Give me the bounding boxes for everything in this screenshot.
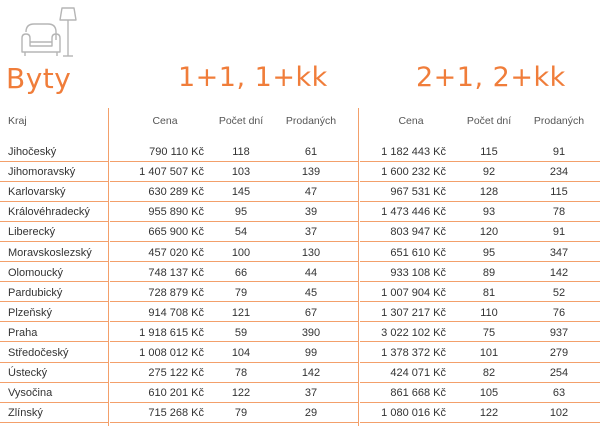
row-separator xyxy=(0,221,108,222)
row-separator xyxy=(0,281,108,282)
cell-region: Zlínský xyxy=(8,407,43,420)
cell-sold-1: 139 xyxy=(301,166,321,179)
cell-price-1: 665 900 Kč xyxy=(148,226,204,239)
cell-price-2: 1 378 372 Kč xyxy=(381,347,446,359)
row-separator xyxy=(360,341,600,342)
cell-sold-2: 52 xyxy=(552,286,566,299)
table-row xyxy=(0,344,600,362)
row-separator xyxy=(0,181,108,182)
cell-sold-2: 279 xyxy=(549,347,569,359)
cell-price-2: 1 600 232 Kč xyxy=(381,166,446,179)
cell-price-2: 967 531 Kč xyxy=(390,186,446,199)
cell-days-1: 118 xyxy=(232,146,250,158)
row-separator xyxy=(360,201,600,202)
row-separator xyxy=(110,402,358,403)
cell-sold-2: 115 xyxy=(550,186,568,199)
cell-days-2: 89 xyxy=(482,266,496,279)
cell-price-2: 861 668 Kč xyxy=(390,387,446,400)
row-separator xyxy=(0,402,108,403)
cell-region: Praha xyxy=(8,326,38,339)
cell-days-2: 75 xyxy=(482,326,496,339)
cell-sold-1: 37 xyxy=(304,226,318,239)
table-row xyxy=(0,223,600,241)
cell-region: Jihomoravský xyxy=(8,166,76,179)
row-separator xyxy=(0,321,108,322)
cell-days-1: 66 xyxy=(234,266,248,279)
row-separator xyxy=(0,382,108,383)
cell-region: Vysočina xyxy=(8,387,53,400)
cell-days-1: 79 xyxy=(234,407,248,420)
row-separator xyxy=(360,281,600,282)
cell-days-2: 122 xyxy=(479,407,499,420)
cell-days-1: 121 xyxy=(231,306,251,319)
cell-price-1: 914 708 Kč xyxy=(148,306,204,319)
cell-days-1: 95 xyxy=(234,206,248,219)
table-row xyxy=(0,404,600,422)
cell-price-2: 1 007 904 Kč xyxy=(381,286,446,299)
row-separator xyxy=(360,362,600,363)
cell-sold-1: 61 xyxy=(304,146,318,158)
header-sold-1: Prodaných xyxy=(285,115,337,127)
cell-region: Karlovarský xyxy=(8,186,66,199)
cell-sold-1: 45 xyxy=(304,286,318,299)
cell-days-2: 101 xyxy=(479,347,499,359)
cell-sold-1: 47 xyxy=(304,186,318,199)
row-separator xyxy=(110,362,358,363)
cell-days-2: 105 xyxy=(479,387,499,400)
cell-sold-2: 102 xyxy=(549,407,569,420)
cell-days-1: 59 xyxy=(234,326,248,339)
cell-price-2: 1 182 443 Kč xyxy=(381,146,446,158)
cell-sold-2: 347 xyxy=(549,246,569,259)
cell-price-2: 1 080 016 Kč xyxy=(381,407,446,420)
row-separator xyxy=(110,261,358,262)
cell-days-1: 100 xyxy=(231,246,251,259)
row-separator xyxy=(360,221,600,222)
cell-region: Středočeský xyxy=(8,347,69,359)
cell-region: Moravskoslezský xyxy=(8,246,92,259)
cell-price-2: 933 108 Kč xyxy=(390,266,446,279)
cell-sold-1: 29 xyxy=(304,407,318,420)
cell-price-2: 424 071 Kč xyxy=(390,367,446,380)
table-header xyxy=(0,112,600,130)
cell-days-2: 128 xyxy=(479,186,499,199)
cell-sold-1: 130 xyxy=(301,246,321,259)
row-separator xyxy=(360,161,600,162)
cell-price-2: 651 610 Kč xyxy=(390,246,446,259)
row-separator xyxy=(0,422,108,423)
page-title: Byty xyxy=(6,62,72,95)
row-separator xyxy=(0,301,108,302)
row-separator xyxy=(110,382,358,383)
cell-price-1: 955 890 Kč xyxy=(148,206,204,219)
cell-region: Liberecký xyxy=(8,226,56,239)
cell-region: Královéhradecký xyxy=(8,206,90,219)
cell-price-2: 1 473 446 Kč xyxy=(381,206,446,219)
cell-price-1: 1 407 507 Kč xyxy=(139,166,204,179)
row-separator xyxy=(360,301,600,302)
row-separator xyxy=(360,402,600,403)
group-heading-1: 1+1, 1+kk xyxy=(178,62,328,93)
row-separator xyxy=(0,261,108,262)
cell-days-2: 92 xyxy=(482,166,496,179)
header-sold-2: Prodaných xyxy=(533,115,585,127)
table-row xyxy=(0,183,600,201)
cell-sold-2: 76 xyxy=(552,306,566,319)
cell-region: Jihočeský xyxy=(8,146,57,158)
header-days-1: Počet dní xyxy=(218,115,264,127)
row-separator xyxy=(0,201,108,202)
cell-sold-2: 254 xyxy=(549,367,569,380)
cell-sold-2: 91 xyxy=(552,226,566,239)
cell-price-2: 1 307 217 Kč xyxy=(381,306,446,319)
header-price-2: Cena xyxy=(398,115,424,127)
row-separator xyxy=(110,422,358,423)
row-separator xyxy=(110,221,358,222)
cell-price-2: 3 022 102 Kč xyxy=(381,326,446,339)
cell-days-2: 95 xyxy=(482,246,496,259)
row-separator xyxy=(110,201,358,202)
row-separator xyxy=(0,241,108,242)
cell-sold-1: 44 xyxy=(304,266,318,279)
cell-price-1: 790 110 Kč xyxy=(149,146,204,158)
row-separator xyxy=(110,301,358,302)
row-separator xyxy=(0,341,108,342)
cell-sold-1: 39 xyxy=(304,206,318,219)
floor-lamp-icon xyxy=(60,8,76,56)
cell-region: Olomoucký xyxy=(8,266,64,279)
cell-days-1: 145 xyxy=(231,186,251,199)
group-heading-2: 2+1, 2+kk xyxy=(416,62,566,93)
cell-price-1: 610 201 Kč xyxy=(148,387,204,400)
cell-days-1: 54 xyxy=(234,226,248,239)
row-separator xyxy=(0,161,108,162)
cell-sold-2: 63 xyxy=(552,387,566,400)
cell-days-2: 93 xyxy=(482,206,496,219)
cell-days-1: 104 xyxy=(231,347,251,359)
cell-days-2: 115 xyxy=(480,146,498,158)
cell-price-1: 748 137 Kč xyxy=(148,266,204,279)
cell-sold-2: 234 xyxy=(549,166,569,179)
cell-sold-1: 67 xyxy=(304,306,318,319)
cell-days-2: 110 xyxy=(480,306,498,319)
row-separator xyxy=(110,281,358,282)
row-separator xyxy=(360,422,600,423)
row-separator xyxy=(360,382,600,383)
cell-region: Ústecký xyxy=(8,367,48,380)
cell-days-2: 81 xyxy=(482,286,496,299)
cell-sold-1: 142 xyxy=(301,367,321,380)
table-row xyxy=(0,244,600,262)
cell-price-1: 728 879 Kč xyxy=(148,286,204,299)
row-separator xyxy=(360,241,600,242)
cell-price-1: 715 268 Kč xyxy=(148,407,204,420)
cell-price-1: 1 008 012 Kč xyxy=(139,347,204,359)
header-region: Kraj xyxy=(8,115,27,127)
row-separator xyxy=(360,321,600,322)
cell-days-2: 82 xyxy=(482,367,496,380)
cell-price-1: 1 918 615 Kč xyxy=(139,326,204,339)
row-separator xyxy=(0,362,108,363)
cell-price-1: 457 020 Kč xyxy=(148,246,204,259)
cell-days-1: 122 xyxy=(231,387,251,400)
row-separator xyxy=(360,261,600,262)
cell-sold-1: 390 xyxy=(301,326,321,339)
table-row xyxy=(0,324,600,342)
row-separator xyxy=(110,181,358,182)
header-days-2: Počet dní xyxy=(466,115,512,127)
cell-sold-2: 937 xyxy=(549,326,569,339)
table-row xyxy=(0,264,600,282)
cell-days-1: 79 xyxy=(234,286,248,299)
table-row xyxy=(0,364,600,382)
cell-sold-1: 37 xyxy=(304,387,318,400)
cell-days-1: 103 xyxy=(231,166,251,179)
cell-sold-2: 91 xyxy=(552,146,566,158)
row-separator xyxy=(110,161,358,162)
row-separator xyxy=(110,341,358,342)
cell-price-1: 630 289 Kč xyxy=(148,186,204,199)
cell-price-1: 275 122 Kč xyxy=(148,367,204,380)
cell-sold-2: 78 xyxy=(552,206,566,219)
table-row xyxy=(0,203,600,221)
furniture-icon xyxy=(18,6,80,62)
cell-region: Plzeňský xyxy=(8,306,53,319)
row-separator xyxy=(110,321,358,322)
header-price-1: Cena xyxy=(152,115,178,127)
armchair-icon xyxy=(22,24,60,56)
cell-price-2: 803 947 Kč xyxy=(390,226,446,239)
row-separator xyxy=(110,241,358,242)
table-row xyxy=(0,304,600,322)
cell-days-2: 120 xyxy=(479,226,499,239)
cell-sold-2: 142 xyxy=(549,266,569,279)
row-separator xyxy=(360,181,600,182)
cell-sold-1: 99 xyxy=(304,347,318,359)
cell-days-1: 78 xyxy=(234,367,248,380)
table-row xyxy=(0,284,600,302)
table-row xyxy=(0,143,600,161)
cell-region: Pardubický xyxy=(8,286,63,299)
table-row xyxy=(0,163,600,181)
table-row xyxy=(0,384,600,402)
